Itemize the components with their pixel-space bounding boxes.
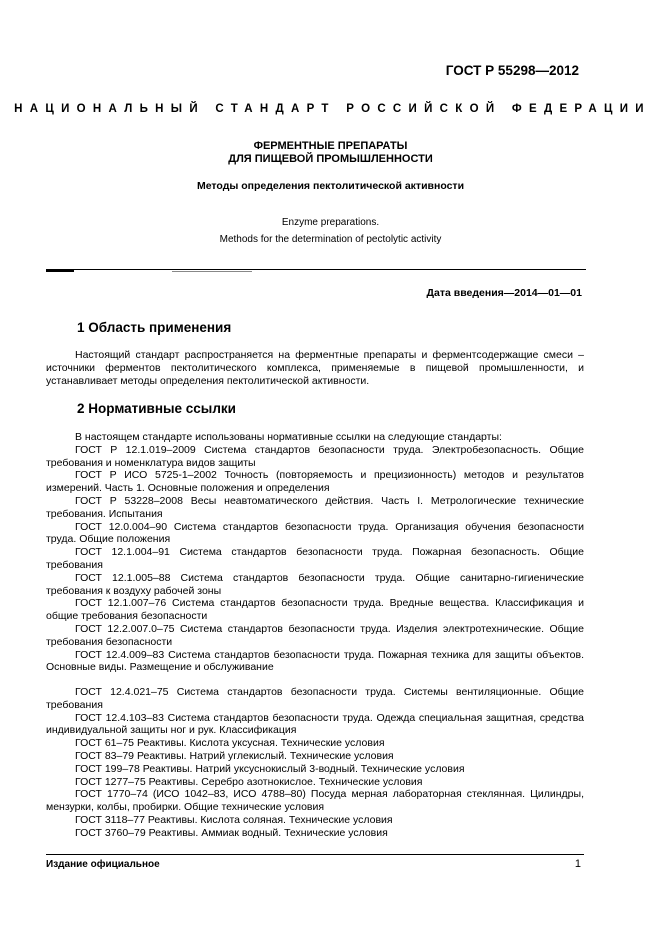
reference-item: ГОСТ 83–79 Реактивы. Натрий углекислый. Технические условия — [75, 749, 394, 762]
title-line-2: ДЛЯ ПИЩЕВОЙ ПРОМЫШЛЕННОСТИ — [228, 153, 433, 165]
title-en-line-1: Enzyme preparations. — [281, 217, 380, 228]
reference-item: ГОСТ 12.4.009–83 Система стандартов безопасности труда. Пожарная техника для защиты объектов. Основные виды. Размещение и обслуживание — [46, 648, 584, 674]
reference-item: ГОСТ 3118–77 Реактивы. Кислота соляная. Технические условия — [75, 813, 393, 826]
section-1-paragraph: Настоящий стандарт распространяется на ферментные препараты и ферментсодержащие смеси – источники ферментов пектолитического комплекса, применяемые в пищевой промышленности, и устанавливает методы определения пектолитической активности. — [46, 349, 584, 387]
section-2-refs-b — [46, 686, 584, 840]
reference-item: ГОСТ Р 12.1.019–2009 Система стандартов безопасности труда. Электробезопасность. Общие требования и номенклатура видов защиты — [46, 443, 584, 469]
section-1-heading: 1 Область применения — [77, 320, 232, 335]
reference-item: ГОСТ 199–78 Реактивы. Натрий уксуснокислый 3-водный. Технические условия — [75, 762, 465, 775]
gost-number: ГОСТ Р 55298—2012 — [445, 63, 579, 78]
reference-item: ГОСТ 61–75 Реактивы. Кислота уксусная. Технические условия — [75, 737, 385, 750]
section-2-intro: В настоящем стандарте использованы нормативные ссылки на следующие стандарты: — [75, 431, 502, 443]
reference-item: ГОСТ 12.0.004–90 Система стандартов безопасности труда. Организация обучения безопасности труда. Общие положения — [46, 520, 584, 546]
section-2-refs-a — [46, 431, 584, 674]
title-divider-faint — [172, 271, 252, 272]
footer-divider — [46, 854, 584, 855]
title-en-line-2: Methods for the determination of pectolytic activity — [219, 234, 442, 245]
section-1-body — [46, 349, 584, 387]
introduction-date: Дата введения—2014—01—01 — [426, 287, 582, 299]
page-number: 1 — [574, 858, 581, 870]
reference-item: ГОСТ Р ИСО 5725-1–2002 Точность (повторяемость и прецизионность) методов и результатов измерений. Часть 1. Основные положения и определения — [46, 469, 584, 495]
title-divider-accent — [46, 270, 74, 272]
reference-item: ГОСТ 1770–74 (ИСО 1042–83, ИСО 4788–80) Посуда мерная лабораторная стеклянная. Цилиндры, мензурки, колбы, пробирки. Общие технические условия — [46, 788, 584, 814]
title-divider — [46, 269, 586, 270]
reference-item: ГОСТ 12.4.103–83 Система стандартов безопасности труда. Одежда специальная защитная, средства индивидуальной защиты ног и рук. Классификация — [46, 711, 584, 737]
reference-item: ГОСТ Р 53228–2008 Весы неавтоматического действия. Часть I. Метрологические технические требования. Испытания — [46, 494, 584, 520]
title-subtitle-ru: Методы определения пектолитической активности — [196, 180, 465, 192]
reference-item: ГОСТ 12.4.021–75 Система стандартов безопасности труда. Системы вентиляционные. Общие требования — [46, 686, 584, 711]
reference-item: ГОСТ 3760–79 Реактивы. Аммиак водный. Технические условия — [75, 826, 388, 839]
reference-item: ГОСТ 12.2.007.0–75 Система стандартов безопасности труда. Изделия электротехнические. Общие требования безопасности — [46, 622, 584, 648]
reference-item: ГОСТ 12.1.005–88 Система стандартов безопасности труда. Общие санитарно-гигиенические требования к воздуху рабочей зоны — [46, 571, 584, 597]
official-edition-label: Издание официальное — [46, 859, 160, 870]
national-standard-heading: НАЦИОНАЛЬНЫЙ СТАНДАРТ РОССИЙСКОЙ ФЕДЕРАЦИИ — [14, 103, 651, 115]
section-2-heading: 2 Нормативные ссылки — [77, 401, 236, 416]
reference-item: ГОСТ 1277–75 Реактивы. Серебро азотнокислое. Технические условия — [75, 775, 423, 788]
reference-item: ГОСТ 12.1.004–91 Система стандартов безопасности труда. Пожарная безопасность. Общие требования — [46, 546, 584, 571]
reference-item: ГОСТ 12.1.007–76 Система стандартов безопасности труда. Вредные вещества. Классификация и общие требования безопасности — [46, 597, 584, 623]
title-line-1: ФЕРМЕНТНЫЕ ПРЕПАРАТЫ — [253, 140, 408, 152]
